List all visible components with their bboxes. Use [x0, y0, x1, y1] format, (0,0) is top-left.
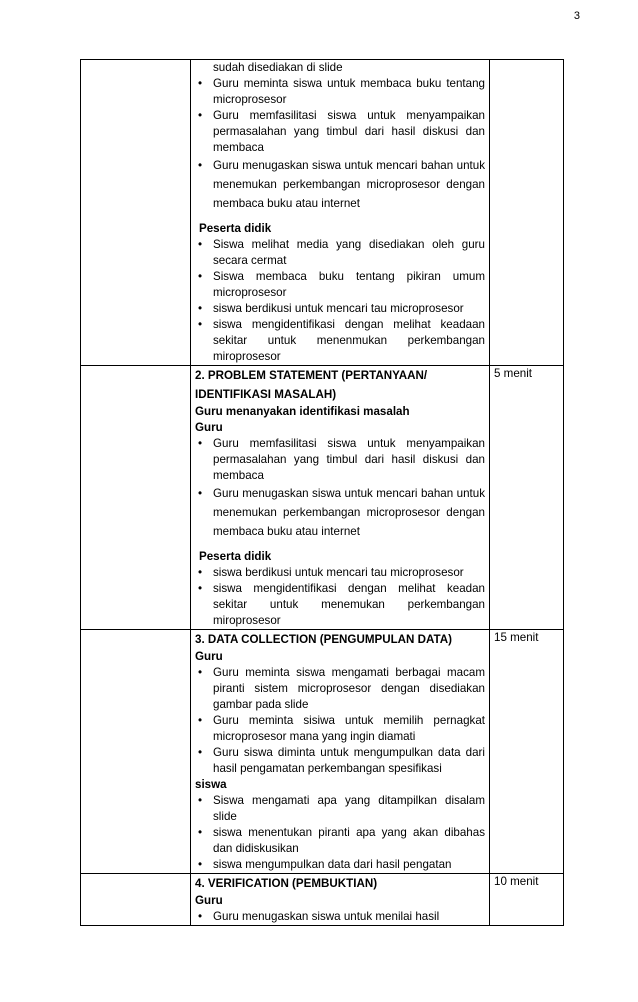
list-item: • Guru meminta siswa untuk membaca buku tentang microprosesor: [195, 76, 485, 108]
list-item: • Siswa melihat media yang disediakan oleh guru secara cermat: [195, 237, 485, 269]
table-row: [81, 630, 564, 874]
list-item: • Guru siswa diminta untuk mengumpulkan data dari hasil pengamatan perkembangan spesifikasi: [195, 745, 485, 777]
activity-cell: [191, 366, 490, 630]
list-item: • Siswa membaca buku tentang pikiran umum microprosesor: [195, 269, 485, 301]
guru-list: [195, 909, 485, 925]
list-item: • siswa berdikusi untuk mencari tau microprosesor: [195, 565, 485, 581]
siswa-heading: siswa: [195, 778, 227, 791]
peserta-heading: Peserta didik: [199, 222, 272, 235]
time-cell: 15 menit: [490, 630, 564, 874]
section-subtitle: Guru menanyakan identifikasi masalah: [195, 405, 410, 418]
page-number: 3: [573, 10, 580, 22]
list-item: • Guru menugaskan siswa untuk menilai hasil: [195, 909, 485, 925]
time-cell: 10 menit: [490, 874, 564, 926]
peserta-list: [195, 237, 485, 365]
table-row: [81, 366, 564, 630]
list-item: • Guru memfasilitasi siswa untuk menyampaikan permasalahan yang timbul dari hasil diskusi dan membaca: [195, 108, 485, 156]
guru-heading: Guru: [195, 650, 223, 663]
list-item: • siswa mengumpulkan data dari hasil pengatan: [195, 857, 485, 873]
activity-cell: [191, 874, 490, 926]
list-item: • siswa berdikusi untuk mencari tau microprosesor: [195, 301, 485, 317]
list-item: • siswa mengidentifikasi dengan melihat keadan sekitar untuk menemukan perkembangan miroprosesor: [195, 581, 485, 629]
guru-heading: Guru: [195, 894, 223, 907]
learning-steps-table: [80, 59, 564, 926]
guru-heading: Guru: [195, 421, 223, 434]
list-item: • siswa mengidentifikasi dengan melihat keadaan sekitar untuk menenmukan perkembangan miroprosesor: [195, 317, 485, 365]
table-row: [81, 60, 564, 366]
section-title: 4. VERIFICATION (PEMBUKTIAN): [195, 877, 378, 890]
list-item: • Guru memfasilitasi siswa untuk menyampaikan permasalahan yang timbul dari hasil diskusi dan membaca: [195, 436, 485, 484]
activity-cell: [191, 630, 490, 874]
list-item: • Guru meminta siswa mengamati berbagai macam piranti sistem microprosesor dengan disediakan gambar pada slide: [195, 665, 485, 713]
guru-list: [195, 436, 485, 541]
continuation-text: sudah disediakan di slide: [213, 61, 343, 74]
time-cell: [490, 60, 564, 366]
list-item: • Guru menugaskan siswa untuk mencari bahan untuk menemukan perkembangan microprosesor dengan membaca buku atau internet: [195, 156, 485, 213]
activity-cell: [191, 60, 490, 366]
empty-cell: [81, 60, 191, 366]
list-item: • Guru menugaskan siswa untuk mencari bahan untuk menemukan perkembangan microprosesor dengan membaca buku atau internet: [195, 484, 485, 541]
peserta-list: [195, 565, 485, 629]
siswa-list: [195, 793, 485, 873]
section-title: 2. PROBLEM STATEMENT (PERTANYAAN/ IDENTIFIKASI MASALAH): [195, 369, 428, 401]
table-row: [81, 874, 564, 926]
time-cell: 5 menit: [490, 366, 564, 630]
list-item: • Siswa mengamati apa yang ditampilkan disalam slide: [195, 793, 485, 825]
peserta-heading: Peserta didik: [199, 550, 272, 563]
empty-cell: [81, 366, 191, 630]
empty-cell: [81, 630, 191, 874]
guru-list: [195, 76, 485, 213]
empty-cell: [81, 874, 191, 926]
section-title: 3. DATA COLLECTION (PENGUMPULAN DATA): [195, 633, 452, 646]
list-item: • siswa menentukan piranti apa yang akan dibahas dan didiskusikan: [195, 825, 485, 857]
guru-list: [195, 665, 485, 777]
list-item: • Guru meminta sisiwa untuk memilih pernagkat microprosesor mana yang ingin diamati: [195, 713, 485, 745]
